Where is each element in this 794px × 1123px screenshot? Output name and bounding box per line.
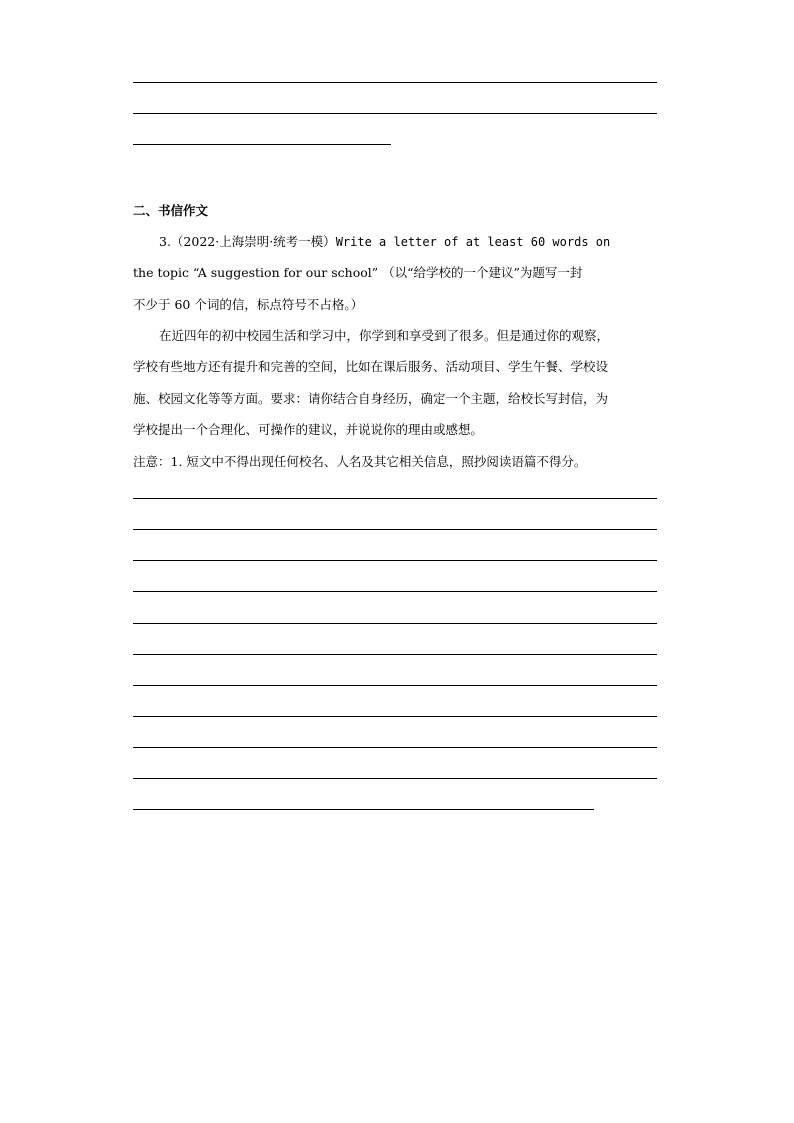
writing-line[interactable] [133, 623, 657, 624]
note-line: 注意：1. 短文中不得出现任何校名、人名及其它相关信息，照抄阅读语篇不得分。 [133, 454, 587, 469]
writing-line[interactable] [133, 560, 657, 561]
body-line-1: 在近四年的初中校园生活和学习中，你学到和享受到了很多。但是通过你的观察， [159, 328, 610, 343]
question-line-3: 不少于 60 个词的信，标点符号不占格。） [133, 297, 364, 312]
question-prompt-en: Write a letter of at least 60 words on [335, 235, 611, 249]
writing-line[interactable] [133, 591, 657, 592]
answer-line [133, 113, 657, 114]
body-line-4: 学校提出一个合理化、可操作的建议，并说说你的理由或感想。 [133, 422, 484, 437]
writing-line[interactable] [133, 685, 657, 686]
writing-line[interactable] [133, 529, 657, 530]
writing-line[interactable] [133, 778, 657, 779]
body-line-3: 施、校园文化等等方面。要求：请你结合自身经历，确定一个主题，给校长写封信，为 [133, 391, 609, 406]
question-line-1 [159, 234, 610, 250]
writing-line[interactable] [133, 716, 657, 717]
answer-line [133, 82, 657, 83]
section-heading: 二、书信作文 [133, 203, 209, 218]
writing-line[interactable] [133, 747, 657, 748]
writing-line[interactable] [133, 809, 594, 810]
question-line-2: the topic “A suggestion for our school” （以“给学校的一个建议”为题写一封 [133, 265, 583, 280]
answer-line [133, 144, 391, 145]
body-line-2: 学校有些地方还有提升和完善的空间，比如在课后服务、活动项目、学生午餐、学校设 [133, 359, 609, 374]
writing-line[interactable] [133, 654, 657, 655]
question-source: 3.（2022·上海崇明·统考一模） [159, 234, 336, 249]
writing-line[interactable] [133, 498, 657, 499]
